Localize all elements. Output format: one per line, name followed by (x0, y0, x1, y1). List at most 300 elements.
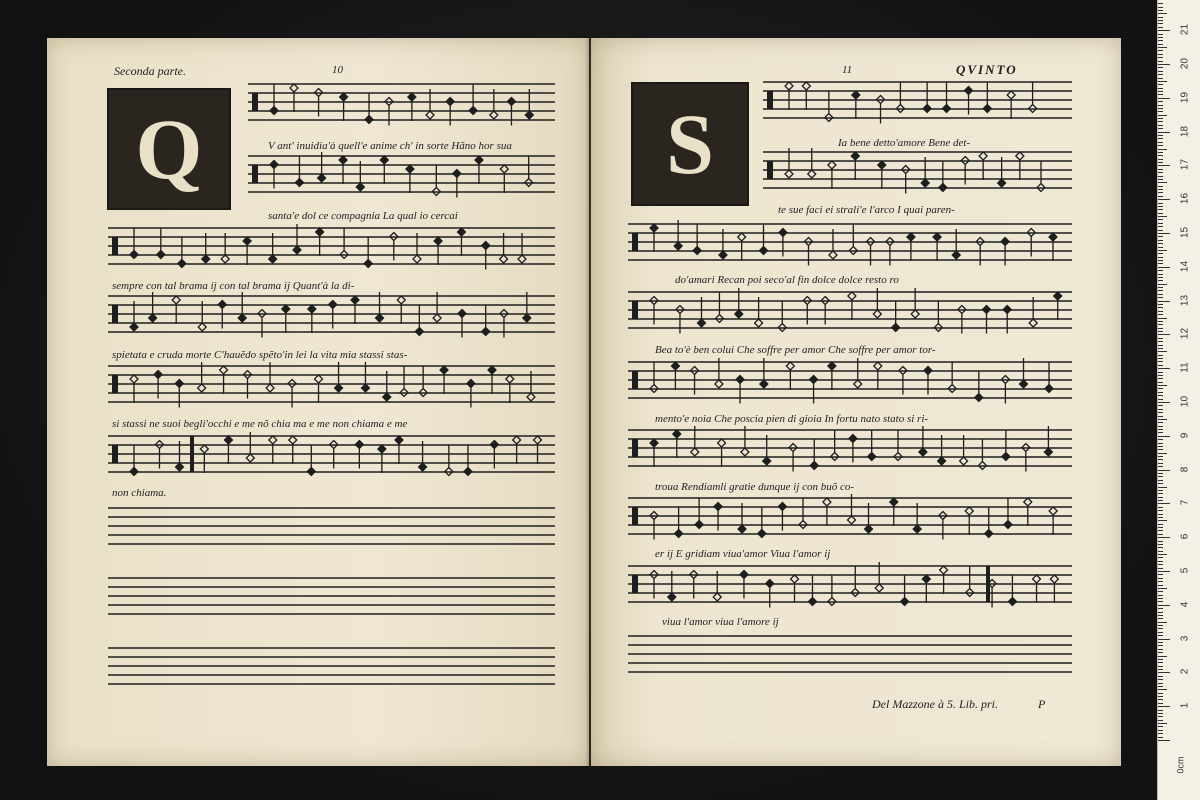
note-head (434, 237, 442, 245)
music-staff (628, 494, 1072, 540)
note-head (810, 376, 818, 384)
note-head (714, 503, 722, 511)
ruler-tick (1158, 490, 1163, 491)
note-head (446, 98, 454, 106)
ruler-tick (1158, 311, 1163, 312)
clef-mark (252, 165, 258, 183)
lyric-line-2: santa'e dol ce compagnia La qual io cercai (268, 210, 458, 222)
note-head (808, 598, 816, 606)
ruler-tick (1158, 557, 1163, 558)
note-head (419, 463, 427, 471)
ruler-tick (1158, 189, 1163, 190)
ruler-tick (1158, 436, 1170, 437)
note-head (758, 530, 766, 538)
ruler-number: 9 (1179, 432, 1191, 439)
note-head (426, 111, 434, 119)
ruler-tick (1158, 392, 1163, 393)
ruler-tick (1158, 304, 1163, 305)
note-head (907, 233, 915, 241)
ruler-unit-label: 0cm (1175, 756, 1186, 774)
ruler-tick (1158, 257, 1163, 258)
note-head (307, 468, 315, 476)
note-head (878, 161, 886, 169)
ruler-tick (1158, 733, 1163, 734)
note-head (1049, 233, 1057, 241)
ruler-tick (1158, 105, 1163, 106)
ruler-tick (1158, 466, 1163, 467)
note-head (802, 82, 810, 90)
ruler-number: 5 (1179, 567, 1191, 574)
ruler-tick (1158, 88, 1163, 89)
note-head (719, 251, 727, 259)
ruler-number: 12 (1179, 328, 1191, 340)
note-head (266, 384, 274, 392)
ruler-tick (1158, 206, 1163, 207)
clef-mark (632, 301, 638, 319)
note-head (766, 580, 774, 588)
lyric-line-4: Bea to'è ben colui Che soffre per amor Che soffre per amor tor- (655, 344, 936, 356)
ruler-tick (1158, 328, 1163, 329)
note-head (715, 380, 723, 388)
note-head (786, 362, 794, 370)
ruler-tick (1158, 240, 1163, 241)
ruler-tick (1158, 713, 1163, 714)
ruler-tick (1158, 419, 1167, 420)
note-head (269, 436, 277, 444)
note-head (852, 91, 860, 99)
ruler-tick (1158, 219, 1163, 220)
ruler-number: 17 (1179, 159, 1191, 171)
ruler-tick (1158, 574, 1163, 575)
ruler-tick (1158, 94, 1163, 95)
ruler-tick (1158, 152, 1163, 153)
ruler-tick (1158, 635, 1163, 636)
note-head (1016, 152, 1024, 160)
note-head (810, 462, 818, 470)
ruler-tick (1158, 121, 1163, 122)
note-head (1029, 319, 1037, 327)
ruler-tick (1158, 44, 1163, 45)
ruler-tick (1158, 561, 1163, 562)
ruler-tick (1158, 101, 1163, 102)
ruler-tick (1158, 135, 1163, 136)
ruler-tick (1158, 365, 1163, 366)
ruler-tick (1158, 267, 1170, 268)
ruler-tick (1158, 402, 1170, 403)
ruler-tick (1158, 236, 1163, 237)
ruler-tick (1158, 726, 1163, 727)
ruler-tick (1158, 530, 1163, 531)
lyric-line-6: non chiama. (112, 487, 167, 499)
note-head (440, 366, 448, 374)
ruler-tick (1158, 233, 1170, 234)
note-head (270, 107, 278, 115)
section-header: Seconda parte. (114, 64, 186, 78)
note-head (922, 575, 930, 583)
ruler-tick (1158, 115, 1167, 116)
ruler-tick (1158, 186, 1163, 187)
music-staff (628, 220, 1072, 266)
ruler-tick (1158, 108, 1163, 109)
music-staff (108, 224, 555, 270)
note-head (1024, 498, 1032, 506)
note-head (523, 314, 531, 322)
ruler-tick (1158, 463, 1163, 464)
note-head (740, 571, 748, 579)
note-head (755, 319, 763, 327)
ruler-tick (1158, 294, 1163, 295)
music-staff (628, 288, 1072, 334)
ruler-tick (1158, 260, 1163, 261)
note-head (376, 314, 384, 322)
note-head (282, 305, 290, 313)
note-head (1049, 507, 1057, 515)
ruler-tick (1158, 13, 1167, 14)
music-staff (248, 84, 555, 126)
ruler-tick (1158, 179, 1163, 180)
note-head (650, 224, 658, 232)
ruler-tick (1158, 453, 1167, 454)
ruler-tick (1158, 17, 1163, 18)
note-head (675, 530, 683, 538)
ruler-tick (1158, 301, 1170, 302)
note-head (130, 468, 138, 476)
ruler-tick (1158, 659, 1163, 660)
lyric-line-3: sempre con tal brama ij con tal brama ij Quant'à la di- (112, 280, 355, 292)
note-head (985, 530, 993, 538)
ruler-tick (1158, 699, 1163, 700)
note-head (329, 301, 337, 309)
note-head (1050, 575, 1058, 583)
music-staff (248, 152, 555, 198)
note-head (913, 525, 921, 533)
ruler-tick (1158, 395, 1163, 396)
ruler-tick (1158, 47, 1167, 48)
ruler-tick (1158, 412, 1163, 413)
ruler-tick (1158, 693, 1163, 694)
ruler-tick (1158, 554, 1167, 555)
ruler-tick (1158, 378, 1163, 379)
ruler-tick (1158, 20, 1163, 21)
note-head (808, 170, 816, 178)
ruler-tick (1158, 345, 1163, 346)
ruler-tick (1158, 588, 1167, 589)
ruler-tick (1158, 449, 1163, 450)
note-head (488, 366, 496, 374)
ruler-tick (1158, 297, 1163, 298)
ruler-number: 18 (1179, 125, 1191, 137)
ruler-tick (1158, 520, 1167, 521)
note-head (269, 255, 277, 263)
ruler-tick (1158, 470, 1170, 471)
note-head (361, 384, 369, 392)
ruler-tick (1158, 74, 1163, 75)
ruler-tick (1158, 37, 1163, 38)
ruler-tick (1158, 696, 1163, 697)
clef-mark (112, 445, 118, 463)
note-head (238, 314, 246, 322)
note-head (1004, 521, 1012, 529)
ruler-tick (1158, 578, 1163, 579)
ruler-tick (1158, 253, 1163, 254)
note-head (335, 384, 343, 392)
ruler-number: 16 (1179, 193, 1191, 205)
note-head (383, 393, 391, 401)
ruler-tick (1158, 439, 1163, 440)
ruler-tick (1158, 81, 1167, 82)
page-footer: Del Mazzone à 5. Lib. pri. (872, 697, 998, 711)
ruler-number: 10 (1179, 395, 1191, 408)
note-head (691, 448, 699, 456)
lyric-line-1: Ia bene detto'amore Bene det- (838, 137, 971, 149)
lyric-line-1: V ant' inuidia'à quell'e anime ch' in sorte Hãno hor sua (268, 140, 512, 152)
note-head (674, 242, 682, 250)
note-head (965, 87, 973, 95)
note-head (998, 179, 1006, 187)
page-number-left: 10 (332, 64, 343, 76)
note-head (919, 448, 927, 456)
note-head (760, 380, 768, 388)
ruler-tick (1158, 622, 1167, 623)
ruler-tick (1158, 625, 1163, 626)
ruler-tick (1158, 591, 1163, 592)
note-head (355, 441, 363, 449)
ruler-tick (1158, 493, 1163, 494)
ruler-tick (1158, 192, 1163, 193)
note-head (176, 463, 184, 471)
ruler-tick (1158, 145, 1163, 146)
ruler-tick (1158, 334, 1170, 335)
ruler-tick (1158, 483, 1163, 484)
ruler-tick (1158, 226, 1163, 227)
lyric-line-8: viua l'amor viua l'amore ij (662, 616, 779, 628)
clef-mark (767, 161, 773, 179)
note-head (200, 445, 208, 453)
note-head (1033, 575, 1041, 583)
ruler-tick (1158, 142, 1163, 143)
ruler-tick (1158, 541, 1163, 542)
ruler-tick (1158, 324, 1163, 325)
ruler-tick (1158, 270, 1163, 271)
note-head (736, 376, 744, 384)
ruler-tick (1158, 585, 1163, 586)
ruler-tick (1158, 274, 1163, 275)
note-head (697, 319, 705, 327)
ruler-tick (1158, 213, 1163, 214)
note-head (939, 184, 947, 192)
ruler-tick (1158, 176, 1163, 177)
ruler-tick (1158, 169, 1163, 170)
note-head (364, 260, 372, 268)
note-head (172, 296, 180, 304)
ruler-tick (1158, 64, 1170, 65)
ruler-tick (1158, 67, 1163, 68)
ruler-tick (1158, 686, 1163, 687)
final-barline (190, 436, 194, 472)
ruler-tick (1158, 730, 1163, 731)
note-head (901, 598, 909, 606)
note-head (1008, 598, 1016, 606)
ruler-tick (1158, 595, 1163, 596)
note-head (513, 436, 521, 444)
ruler-tick (1158, 405, 1163, 406)
ruler-tick (1158, 723, 1167, 724)
ruler-tick (1158, 155, 1163, 156)
note-head (340, 93, 348, 101)
initial-letter: S (666, 96, 714, 192)
ruler-tick (1158, 642, 1163, 643)
ruler-tick (1158, 581, 1163, 582)
note-head (525, 111, 533, 119)
ruler-tick (1158, 209, 1163, 210)
ruler-tick (1158, 628, 1163, 629)
note-head (149, 314, 157, 322)
ruler-number: 21 (1179, 24, 1191, 36)
note-head (293, 246, 301, 254)
note-head (1020, 380, 1028, 388)
note-head (890, 498, 898, 506)
ruler-tick (1158, 78, 1163, 79)
ruler-number: 11 (1179, 362, 1191, 373)
ruler-tick (1158, 534, 1163, 535)
ruler-tick (1158, 537, 1170, 538)
note-head (738, 525, 746, 533)
note-head (713, 593, 721, 601)
ruler-tick (1158, 111, 1163, 112)
note-head (1054, 292, 1062, 300)
note-head (490, 111, 498, 119)
ruler-number: 14 (1179, 260, 1191, 272)
note-head (221, 255, 229, 263)
note-head (668, 593, 676, 601)
woodcut-initial-q (107, 88, 231, 210)
ruler-tick (1158, 162, 1163, 163)
note-head (741, 448, 749, 456)
ruler-tick (1158, 368, 1170, 369)
music-staff (108, 648, 555, 684)
ruler-tick (1158, 23, 1163, 24)
ruler-tick (1158, 132, 1170, 133)
clef-mark (252, 93, 258, 111)
note-head (395, 436, 403, 444)
note-head (482, 242, 490, 250)
note-head (464, 468, 472, 476)
ruler-tick (1158, 429, 1163, 430)
note-head (924, 367, 932, 375)
ruler-tick (1158, 159, 1163, 160)
note-head (397, 296, 405, 304)
ruler-tick (1158, 361, 1163, 362)
note-head (130, 375, 138, 383)
note-head (933, 233, 941, 241)
note-head (673, 430, 681, 438)
ruler-tick (1158, 399, 1163, 400)
ruler-tick (1158, 517, 1163, 518)
note-head (467, 380, 475, 388)
note-head (175, 380, 183, 388)
music-staff (763, 82, 1072, 124)
note-head (408, 93, 416, 101)
note-head (318, 174, 326, 182)
ruler-tick (1158, 290, 1163, 291)
note-head (202, 255, 210, 263)
ruler-number: 3 (1179, 635, 1191, 641)
ruler-tick (1158, 277, 1163, 278)
note-head (1001, 238, 1009, 246)
ruler-tick (1158, 737, 1163, 738)
note-head (475, 156, 483, 164)
note-head (1044, 448, 1052, 456)
ruler-tick (1158, 30, 1170, 31)
ruler-tick (1158, 382, 1163, 383)
ruler-tick (1158, 385, 1167, 386)
note-head (865, 525, 873, 533)
note-head (1007, 91, 1015, 99)
ruler-tick (1158, 125, 1163, 126)
woodcut-initial-s (631, 82, 749, 206)
note-head (270, 161, 278, 169)
clef-mark (767, 91, 773, 109)
ruler-tick (1158, 149, 1167, 150)
note-head (154, 371, 162, 379)
note-head (778, 503, 786, 511)
note-head (828, 362, 836, 370)
note-head (875, 584, 883, 592)
ruler-tick (1158, 706, 1170, 707)
ruler-tick (1158, 388, 1163, 389)
ruler-tick (1158, 710, 1163, 711)
ruler-tick (1158, 662, 1163, 663)
ruler-tick (1158, 524, 1163, 525)
note-head (246, 454, 254, 462)
ruler-tick (1158, 61, 1163, 62)
note-head (982, 306, 990, 314)
ruler-tick (1158, 716, 1163, 717)
ruler-tick (1158, 57, 1163, 58)
clef-mark (632, 507, 638, 525)
ruler-tick (1158, 287, 1163, 288)
ruler-tick (1158, 672, 1170, 673)
note-head (735, 310, 743, 318)
note-head (178, 260, 186, 268)
note-head (975, 394, 983, 402)
ruler-tick (1158, 568, 1163, 569)
page-number-right: 11 (842, 64, 853, 76)
lyric-line-2: te sue faci ei strali'e l'arco I quai paren- (778, 204, 955, 216)
note-head (527, 393, 535, 401)
note-head (518, 255, 526, 263)
ruler-tick (1158, 84, 1163, 85)
note-head (289, 436, 297, 444)
ruler-tick (1158, 615, 1163, 616)
ruler-tick (1158, 341, 1163, 342)
ruler-tick (1158, 98, 1170, 99)
note-head (779, 229, 787, 237)
ruler-tick (1158, 456, 1163, 457)
ruler-tick (1158, 27, 1163, 28)
music-staff (108, 508, 555, 544)
note-head (1002, 453, 1010, 461)
note-head (469, 107, 477, 115)
music-staff (628, 636, 1072, 672)
note-head (851, 152, 859, 160)
note-head (490, 441, 498, 449)
note-head (738, 233, 746, 241)
ruler-tick (1158, 284, 1167, 285)
note-head (356, 183, 364, 191)
ruler-number: 13 (1179, 294, 1191, 306)
ruler-tick (1158, 571, 1170, 572)
